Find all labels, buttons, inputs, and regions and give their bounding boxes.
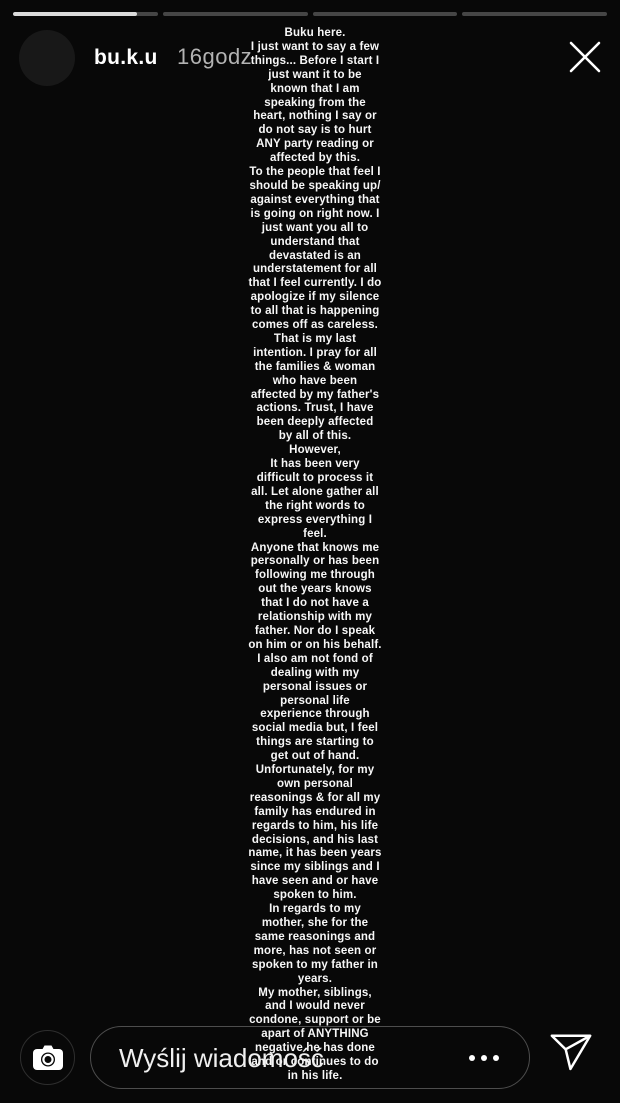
story-text-line: ANY party reading or [256,138,374,151]
story-text-line: family has endured in [254,805,376,818]
more-icon [481,1055,487,1061]
story-text-line: devastated is an [269,249,361,262]
story-text-line: I just want to say a few [250,40,380,53]
story-text-line: name, it has been years [248,847,382,860]
story-text-line: difficult to process it [256,472,374,484]
story-text-line: that I feel currently. I do [248,277,382,290]
story-text-line: by all of this. [278,430,352,443]
story-text-line: just want you all to [261,221,369,234]
close-icon [567,39,603,75]
story-text-line: understatement for all [252,263,378,276]
story-text-line: negative he has done [255,1042,375,1055]
story-text-line: affected by this. [269,152,361,165]
story-header [0,0,620,95]
story-text-line: feel. [303,527,327,540]
story-text-line: relationship with my [257,611,373,624]
story-text-line: personal issues or [262,680,368,693]
story-text-line: affected by my father's [250,388,380,401]
story-text-line: just want it to be [268,68,362,81]
story-text-line: do not say is to hurt [258,124,372,137]
story-text-line: all. Let alone gather all [251,485,379,498]
story-text-line: actions. Trust, I have [256,402,374,415]
story-text-line: apologize if my silence [250,291,380,304]
story-text-line: since my siblings and I [250,861,380,874]
story-text-line: more, has not seen or [253,944,377,957]
story-text-line: in his life. [287,1069,343,1082]
story-text-line: dealing with my [270,666,360,679]
username[interactable]: bu.k.u [94,46,158,69]
story-text-line: have seen and or have [251,875,379,888]
story-text-line: However, [289,444,341,457]
story-text-line: apart of ANYTHING [261,1028,369,1041]
timestamp: 16godz [177,44,253,69]
story-text-line: spoken to my father in [252,958,378,971]
story-text-line: been deeply affected [256,416,374,429]
send-button[interactable] [547,1030,595,1078]
story-text-line: intention. I pray for all [253,346,377,359]
story-text-line: known that I am [270,82,360,95]
story-text-line: out the years knows [258,583,372,596]
story-text-line: and or continues to do [251,1056,379,1069]
story-text-line: Buku here. [284,27,346,39]
story-text-line: who have been [272,374,358,387]
message-pill [90,1026,530,1089]
camera-button[interactable] [20,1030,75,1085]
story-text-line: comes off as careless. [251,319,379,332]
story-text-line: against everything that [250,193,380,206]
story-text-line: speaking from the [264,96,366,109]
story-text-line: and I would never [265,1000,365,1013]
story-text-line: things... Before I start I [250,54,380,67]
story-text-line: In regards to my [269,903,361,916]
story-text-line: personally or has been [250,555,380,568]
composer-bar [0,1018,620,1103]
close-button[interactable] [567,39,603,75]
avatar[interactable] [19,30,75,86]
story-text-line: reasonings & for all my [249,791,381,804]
story-text-line: the right words to [265,499,365,512]
story-text-line: on him or on his behalf. [248,638,382,651]
story-text-line: heart, nothing I say or [253,110,377,123]
story-text-line: personal life [280,694,350,707]
more-icon [469,1055,475,1061]
story-text-line: father. Nor do I speak [254,624,376,637]
story-text-line: It has been very [270,458,360,471]
story-text-line: I also am not fond of [257,652,373,665]
story-text-line: express everything I [257,513,373,526]
story-text-line: To the people that feel I [249,166,381,179]
story-text-line: to all that is happening [250,305,380,318]
story-text-line: My mother, siblings, [258,986,372,999]
story-text-line: mother, she for the [261,917,369,929]
message-input[interactable] [117,1027,441,1090]
story-text-line: Unfortunately, for my [255,764,375,777]
story-text-line: same reasonings and [254,930,376,943]
story-text-line: is going on right now. I [250,207,380,220]
story-text-line: Anyone that knows me [250,541,380,554]
story-text-line: that I do not have a [261,597,369,610]
story-text-line: social media but, I feel [251,722,379,735]
story-text-line: spoken to him. [273,889,357,902]
story-text-line: get out of hand. [270,750,360,763]
story-text-line: the families & woman [254,360,376,373]
story-text-line: should be speaking up/ [249,179,381,192]
story-text-line: understand that [270,235,360,248]
story-text [215,27,415,1084]
send-icon [548,1030,594,1076]
more-icon [493,1055,499,1061]
more-button[interactable] [465,1051,503,1065]
story-text-line: experience through [260,708,370,721]
story-text-line: own personal [277,777,353,790]
story-text-line: following me through [255,569,375,582]
story-text-line: things are starting to [256,736,374,749]
camera-icon [31,1043,65,1073]
story-text-line: decisions, and his last [251,833,379,846]
story-text-line: That is my last [273,332,357,345]
story-text-line: years. [297,972,333,985]
story-text-line: condone, support or be [249,1014,381,1027]
story-text-line: regards to him, his life [251,819,379,832]
